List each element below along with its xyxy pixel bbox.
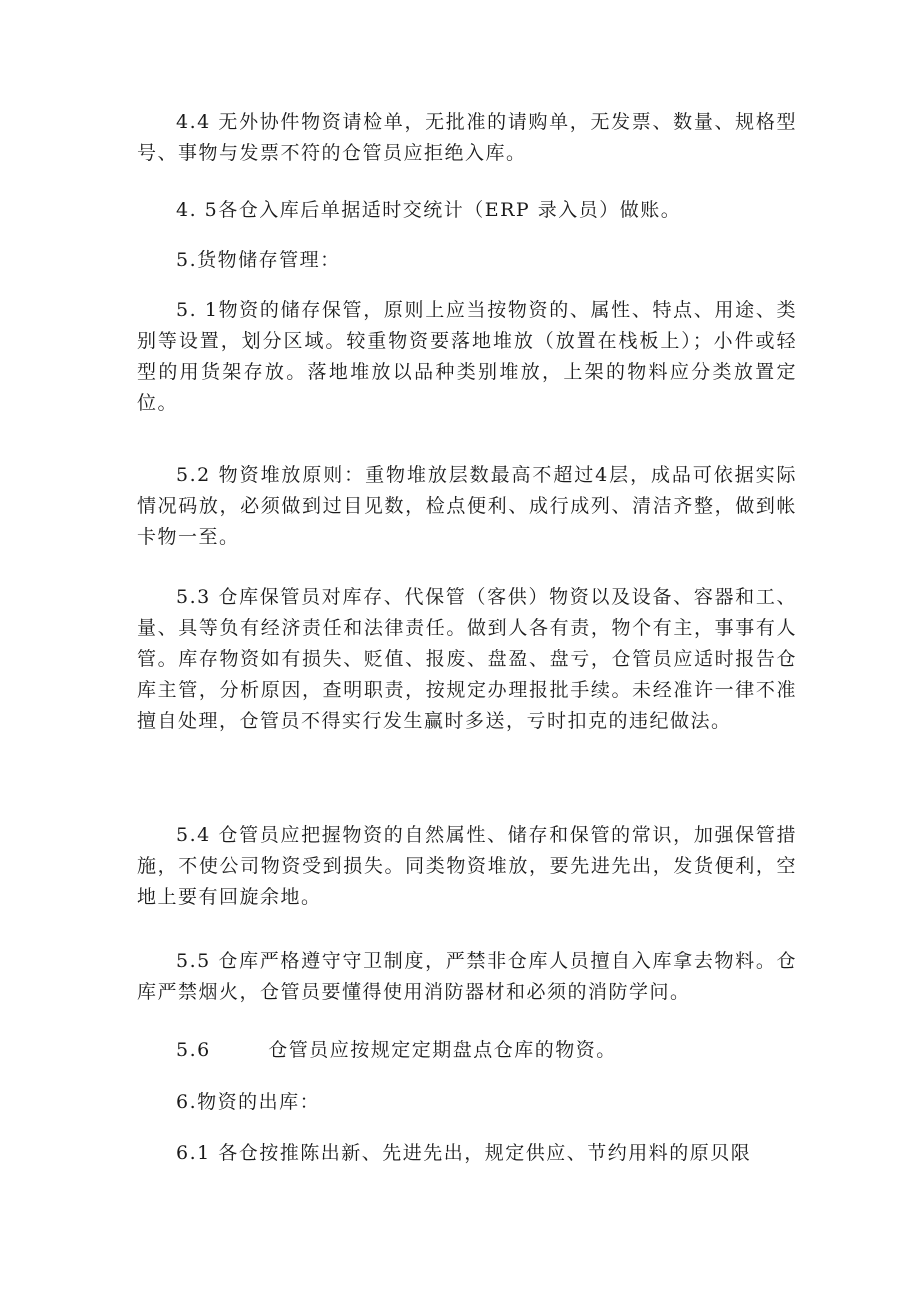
paragraph-6-1: 6.1 各仓按推陈出新、先进先出，规定供应、节约用料的原贝限: [176, 1142, 752, 1164]
paragraph-5-2: 5.2 物资堆放原则：重物堆放层数最高不超过4层，成品可依据实际情况码放，必须做到过目见数，检点便利、成行成列、清洁齐整，做到帐卡物一至。: [137, 464, 797, 548]
heading-5: 5.货物储存管理：: [176, 249, 341, 271]
paragraph-5-3: 5.3 仓库保管员对库存、代保管（客供）物资以及设备、容器和工、量、具等负有经济责任和法律责任。做到人各有责，物个有主，事事有人管。库存物资如有损失、贬值、报废、盘盈、盘亏，仓管员应适时报告仓库主管，分析原因，查明职责，按规定办理报批手续。未经准许一律不准擅自处理，仓管员不得实行发生赢时多送，亏时扣克的违纪做法。: [137, 586, 797, 732]
paragraph-5-5: 5.5 仓库严格遵守守卫制度，严禁非仓库人员擅自入库拿去物料。仓库严禁烟火，仓管员要懂得使用消防器材和必须的消防学问。: [137, 950, 797, 1003]
heading-6: 6.物资的出库：: [176, 1091, 321, 1113]
paragraph-5-1: 5. 1物资的储存保管，原则上应当按物资的、属性、特点、用途、类别等设置，划分区域。较重物资要落地堆放（放置在栈板上）；小件或轻型的用货架存放。落地堆放以品种类别堆放，上架的物料应分类放置定位。: [137, 299, 797, 414]
paragraph-5-6: 5.6 仓管员应按规定定期盘点仓库的物资。: [176, 1039, 617, 1061]
paragraph-5-4: 5.4 仓管员应把握物资的自然属性、储存和保管的常识，加强保管措施，不使公司物资受到损失。同类物资堆放，要先进先出，发货便利，空地上要有回旋余地。: [137, 824, 797, 908]
paragraph-4-5: 4. 5各仓入库后单据适时交统计（ERP 录入员）做账。: [176, 199, 682, 221]
paragraph-4-4: 4.4 无外协件物资请检单，无批准的请购单，无发票、数量、规格型号、事物与发票不符的仓管员应拒绝入库。: [137, 111, 797, 164]
